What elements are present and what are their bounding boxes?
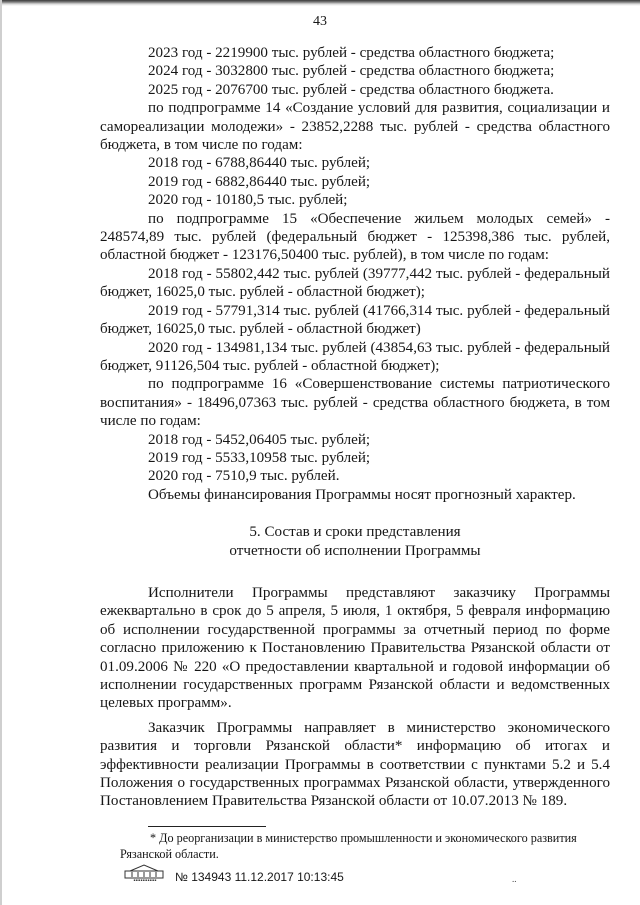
subprogram-15: по подпрограмме 15 «Обеспечение жильем молодых семей» - 248574,89 тыс. рублей (федеральный бюджет - 125398,386 тыс. рублей, областной бюджет - 123176,50400 тыс. рублей), в том числе по годам: bbox=[100, 210, 610, 264]
subprogram-14: по подпрограмме 14 «Создание условий для развития, социализации и самореализации молодежи» - 23852,2288 тыс. рублей - средства областного бюджета, в том числе по годам: bbox=[100, 100, 610, 154]
section-title-line2: отчетности об исполнении Программы bbox=[229, 542, 481, 559]
reporting-paragraph-1: Исполнители Программы представляют заказчику Программы ежеквартально в срок до 5 апреля, 5 июля, 1 октября, 5 февраля информацию об исполнении государственной программы за отчетный период по форме согласно приложению к Постановлению Правительства Рязанской области от 01.09.2006 № 220 «О предоставлении квартальной и годовой информации об исполнении государственных программ Рязанской области и ведомственных целевых программ». bbox=[100, 584, 610, 712]
section-title-line1: 5. Состав и сроки представления bbox=[249, 524, 461, 541]
footnote-line-1: * До реорганизации в министерство промышленности и экономического развития bbox=[150, 831, 577, 845]
footnote-divider bbox=[148, 826, 266, 827]
scan-left-edge bbox=[0, 0, 2, 905]
scan-top-edge bbox=[0, 0, 640, 6]
page-number: 43 bbox=[313, 14, 327, 29]
building-stamp-icon bbox=[124, 863, 164, 879]
funding-2023: 2023 год - 2219900 тыс. рублей - средства областного бюджета; bbox=[148, 45, 555, 61]
funding-2024: 2024 год - 3032800 тыс. рублей - средства областного бюджета; bbox=[148, 63, 555, 80]
funding-2025: 2025 год - 2076700 тыс. рублей - средства областного бюджета. bbox=[148, 81, 554, 98]
document-body bbox=[100, 44, 610, 811]
footnote bbox=[120, 830, 610, 862]
footnote-line-2: Рязанской области. bbox=[120, 847, 219, 861]
sub16-2019: 2019 год - 5533,10958 тыс. рублей; bbox=[148, 449, 371, 466]
forecast-note: Объемы финансирования Программы носят прогнозный характер. bbox=[148, 486, 576, 503]
registration-number: № 134943 11.12.2017 10:13:45 bbox=[175, 870, 344, 884]
sub15-2018: 2018 год - 55802,442 тыс. рублей (39777,442 тыс. рублей - федеральный бюджет, 16025,0 тыс. рублей - областной бюджет); bbox=[100, 265, 610, 301]
reporting-paragraph-2: Заказчик Программы направляет в министерство экономического развития и торговли Рязанской области* информацию об итогах и эффективности реализации Программы в соответствии с пунктами 5.2 и 5.4 Положения о государственных программах Рязанской области, утвержденного Постановлением Правительства Рязанской области от 10.07.2013 № 189. bbox=[100, 719, 610, 810]
scan-marks: .. bbox=[512, 874, 517, 884]
subprogram-16: по подпрограмме 16 «Совершенствование системы патриотического воспитания» - 18496,07363 тыс. рублей - средства областного бюджета, в том числе по годам: bbox=[100, 376, 610, 430]
sub16-2020: 2020 год - 7510,9 тыс. рублей. bbox=[148, 468, 340, 485]
sub14-2018: 2018 год - 6788,86440 тыс. рублей; bbox=[148, 155, 371, 172]
sub15-2020: 2020 год - 134981,134 тыс. рублей (43854,63 тыс. рублей - федеральный бюджет, 91126,504 тыс. рублей - областной бюджет); bbox=[100, 339, 610, 374]
sub16-2018: 2018 год - 5452,06405 тыс. рублей; bbox=[148, 431, 371, 448]
sub15-2019: 2019 год - 57791,314 тыс. рублей (41766,314 тыс. рублей - федеральный бюджет, 16025,0 тыс. рублей - областной бюджет) bbox=[100, 302, 610, 338]
stamp-caption: ▪▪▪▪▪▪▪▪▪▪ bbox=[133, 878, 157, 884]
sub14-2019: 2019 год - 6882,86440 тыс. рублей; bbox=[148, 173, 371, 190]
sub14-2020: 2020 год - 10180,5 тыс. рублей; bbox=[148, 192, 348, 209]
